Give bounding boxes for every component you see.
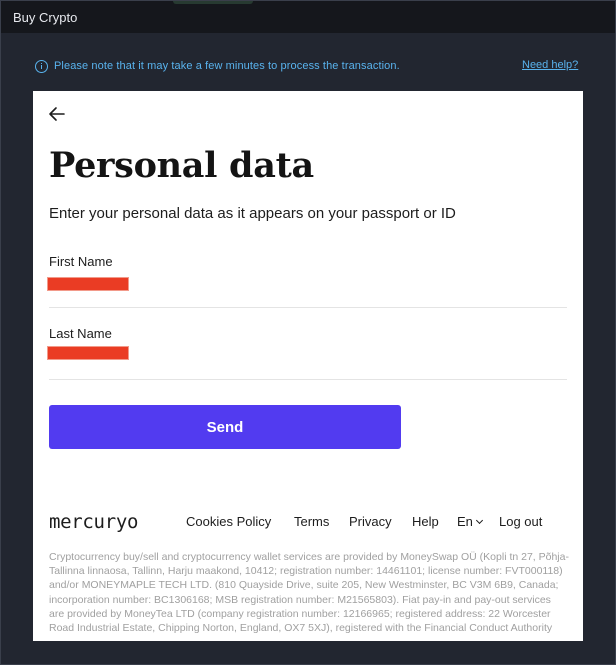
help-link[interactable]: Help (412, 514, 439, 529)
back-arrow-icon[interactable] (47, 105, 67, 123)
page-title: Personal data (49, 145, 314, 186)
page-subtitle: Enter your personal data as it appears on your passport or ID (49, 205, 456, 222)
cookies-policy-link[interactable]: Cookies Policy (186, 514, 272, 529)
language-selector[interactable] (457, 514, 482, 529)
processing-notice (35, 58, 400, 74)
first-name-divider (49, 307, 567, 308)
title-bar (1, 1, 615, 33)
last-name-divider (49, 379, 567, 380)
background-app-edge (173, 1, 253, 4)
need-help-link[interactable]: Need help? (522, 59, 579, 71)
footer (49, 511, 569, 533)
window-title: Buy Crypto (13, 10, 78, 25)
chevron-down-icon (476, 517, 483, 524)
info-icon (35, 60, 48, 73)
last-name-field[interactable] (47, 346, 129, 360)
terms-link[interactable]: Terms (294, 514, 330, 529)
legal-disclaimer: Cryptocurrency buy/sell and cryptocurrency wallet services are provided by MoneySwap OÜ (Kopli tn 27, Põhja-Tallinna linnaosa, Tallinn, Harju maakond, 10412; registration number: 14461101; license number: FVT000118) and/or MONEYMAPLE TECH LTD. (810 Quayside Drive, suite 205, New Westminster, BC V3M 6B9, Canada; incorporation number: BC1306168; MSB registration number: M21565803). Fiat pay-in and pay-out services are provided by MoneyTea LTD (company registration number: 12166965; registered address: 22 Worcester Road Industrial Estate, Chipping Norton, England, OX7 5XJ), registered with the Financial Conduct Authority (49, 551, 569, 635)
notice-text: Please note that it may take a few minutes to process the transaction. (54, 60, 400, 72)
privacy-link[interactable]: Privacy (349, 514, 392, 529)
personal-data-panel (33, 91, 583, 641)
logout-link[interactable]: Log out (499, 514, 543, 529)
last-name-label: Last Name (49, 326, 112, 341)
language-code: En (457, 514, 473, 529)
first-name-field[interactable] (47, 277, 129, 291)
first-name-label: First Name (49, 254, 113, 269)
mercuryo-logo: mercuryo (49, 511, 139, 533)
send-button[interactable]: Send (49, 405, 401, 449)
